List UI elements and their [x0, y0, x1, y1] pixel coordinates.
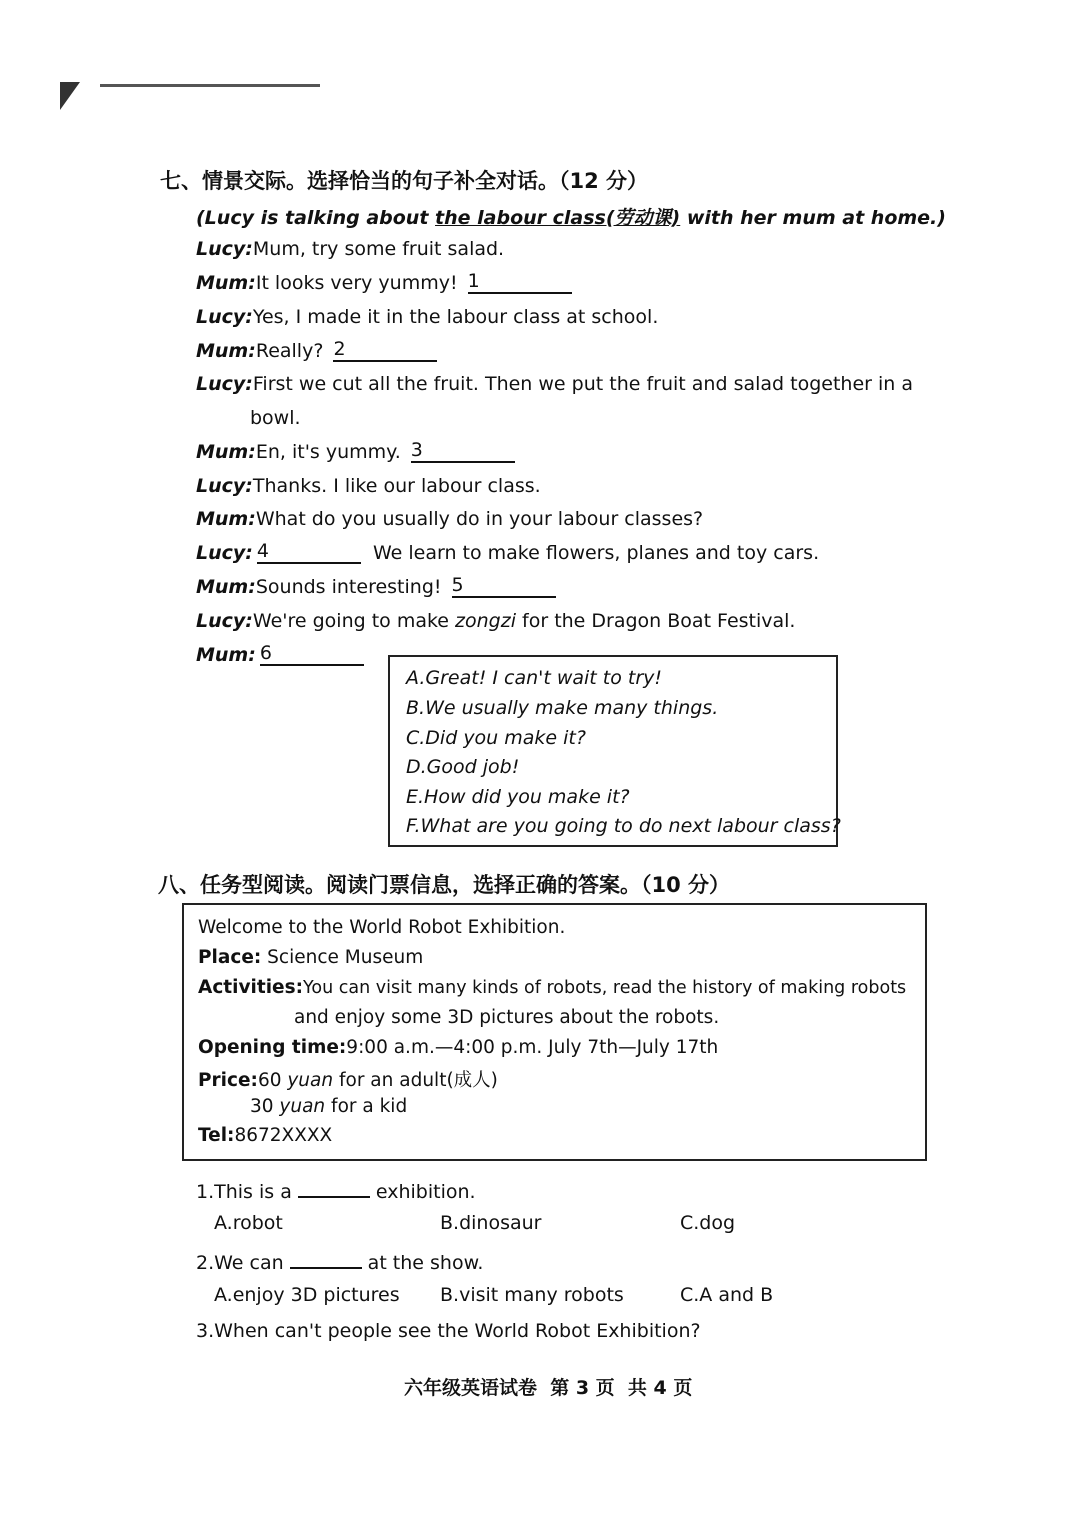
dialogue-line-8	[196, 508, 703, 530]
question-1-option-b[interactable]: B.dinosaur	[440, 1212, 542, 1234]
question-stem: 1.This is a	[196, 1181, 292, 1203]
section7-heading: 七、情景交际。选择恰当的句子补全对话。（12 分）	[160, 169, 649, 193]
ticket-price-kid	[250, 1096, 407, 1117]
question-stem-after: at the show.	[367, 1252, 484, 1274]
utterance: Sounds interesting!	[255, 576, 448, 598]
dialogue-line-9	[196, 542, 819, 564]
utterance: What do you usually do in your labour classes?	[255, 508, 704, 530]
ticket-tel	[198, 1125, 332, 1146]
blank-number: 2	[333, 338, 346, 360]
opening-label: Opening time:	[198, 1037, 347, 1058]
option-d: D.Good job!	[406, 756, 520, 778]
price-adult-rest: for an adult(成人)	[333, 1070, 498, 1091]
ticket-activities	[198, 977, 906, 998]
tel-value: 8672XXXX	[234, 1125, 333, 1146]
options-box	[388, 655, 841, 847]
blank-number: 3	[410, 439, 423, 461]
opening-value: 9:00 a.m.—4:00 p.m. July 7th—July 17th	[346, 1037, 719, 1058]
price-kid-num: 30	[250, 1096, 280, 1117]
question-3: 3.When can't people see the World Robot Exhibition?	[196, 1320, 701, 1342]
utterance: First we cut all the fruit. Then we put the fruit and salad together in a	[252, 373, 913, 395]
answer-blank-2[interactable]	[333, 340, 437, 362]
question-1-option-a[interactable]: A.robot	[214, 1212, 283, 1234]
speaker: Lucy:	[196, 238, 253, 260]
place-label: Place:	[198, 947, 262, 968]
question-2	[196, 1247, 483, 1274]
dialogue-line-11	[196, 610, 795, 632]
utterance: We're going to make	[252, 610, 456, 632]
question-2-option-a[interactable]: A.enjoy 3D pictures	[214, 1284, 400, 1306]
dialogue-line-5-cont: bowl.	[250, 407, 301, 429]
question-stem-after: exhibition.	[375, 1181, 476, 1203]
speaker: Mum:	[196, 644, 256, 666]
header-rule	[100, 84, 320, 87]
utterance-after: We learn to make flowers, planes and toy cars.	[360, 542, 820, 564]
question-2-blank[interactable]	[290, 1247, 362, 1269]
speaker: Lucy:	[196, 306, 253, 328]
blank-number: 5	[451, 574, 464, 596]
dialogue-line-5	[196, 373, 913, 395]
dialogue-line-7	[196, 475, 541, 497]
answer-blank-3[interactable]	[411, 441, 515, 463]
price-adult-num: 60	[257, 1070, 288, 1091]
dialogue-line-10	[196, 576, 556, 598]
speaker: Lucy:	[196, 373, 253, 395]
price-kid-rest: for a kid	[325, 1096, 408, 1117]
utterance: Thanks. I like our labour class.	[252, 475, 541, 497]
dialogue-line-1	[196, 238, 504, 260]
speaker: Lucy:	[196, 475, 253, 497]
dialogue-line-6	[196, 441, 515, 463]
question-1-blank[interactable]	[298, 1176, 370, 1198]
blank-number: 1	[467, 270, 480, 292]
option-c: C.Did you make it?	[406, 727, 586, 749]
exhibition-ticket	[182, 903, 927, 1161]
option-e: E.How did you make it?	[406, 786, 630, 808]
utterance: Mum, try some fruit salad.	[252, 238, 505, 260]
section8-heading: 八、任务型阅读。阅读门票信息，选择正确的答案。（10 分）	[158, 873, 731, 897]
scan-corner-mark	[60, 82, 80, 110]
answer-blank-4[interactable]	[257, 542, 361, 564]
price-kid-unit: yuan	[279, 1096, 326, 1117]
dialogue-line-4	[196, 340, 437, 362]
speaker: Lucy:	[196, 610, 253, 632]
option-b: B.We usually make many things.	[406, 697, 719, 719]
speaker: Lucy:	[196, 542, 253, 564]
question-2-option-c[interactable]: C.A and B	[680, 1284, 774, 1306]
option-a: A.Great! I can't wait to try!	[406, 667, 663, 689]
context-underlined: the labour class(劳动课)	[435, 207, 681, 229]
context-prefix: (Lucy is talking about	[196, 207, 436, 229]
question-stem: 2.We can	[196, 1252, 284, 1274]
question-1-option-c[interactable]: C.dog	[680, 1212, 736, 1234]
price-label: Price:	[198, 1070, 258, 1091]
speaker: Mum:	[196, 576, 256, 598]
answer-blank-6[interactable]	[260, 644, 364, 666]
utterance-after: for the Dragon Boat Festival.	[515, 610, 796, 632]
dialogue-line-3	[196, 306, 658, 328]
ticket-price-adult	[198, 1066, 498, 1092]
dialogue-line-12	[196, 644, 364, 666]
utterance: Yes, I made it in the labour class at school.	[252, 306, 659, 328]
tel-label: Tel:	[198, 1125, 235, 1146]
activities-label: Activities:	[198, 977, 304, 998]
dialogue-line-2	[196, 272, 572, 294]
blank-number: 4	[256, 540, 269, 562]
question-1	[196, 1176, 476, 1203]
activities-line1: You can visit many kinds of robots, read the history of making robots	[303, 978, 907, 998]
ticket-welcome: Welcome to the World Robot Exhibition.	[198, 917, 566, 938]
blank-number: 6	[259, 642, 272, 664]
page-footer: 六年级英语试卷 第 3 页 共 4 页	[404, 1377, 693, 1399]
section7-context	[196, 203, 946, 230]
utterance: Really?	[255, 340, 330, 362]
ticket-opening	[198, 1037, 718, 1058]
answer-blank-1[interactable]	[468, 272, 572, 294]
speaker: Mum:	[196, 508, 256, 530]
speaker: Mum:	[196, 340, 256, 362]
answer-blank-5[interactable]	[452, 576, 556, 598]
ticket-place	[198, 947, 423, 968]
utterance: En, it's yummy.	[255, 441, 407, 463]
option-f: F.What are you going to do next labour class?	[406, 815, 841, 837]
utterance: It looks very yummy!	[255, 272, 464, 294]
activities-line2: and enjoy some 3D pictures about the robots.	[294, 1007, 720, 1028]
speaker: Mum:	[196, 441, 256, 463]
place-value: Science Museum	[261, 947, 424, 968]
utterance-italic: zongzi	[455, 610, 516, 632]
price-adult-unit: yuan	[287, 1070, 334, 1091]
question-2-option-b[interactable]: B.visit many robots	[440, 1284, 624, 1306]
speaker: Mum:	[196, 272, 256, 294]
context-suffix: with her mum at home.)	[680, 207, 946, 229]
